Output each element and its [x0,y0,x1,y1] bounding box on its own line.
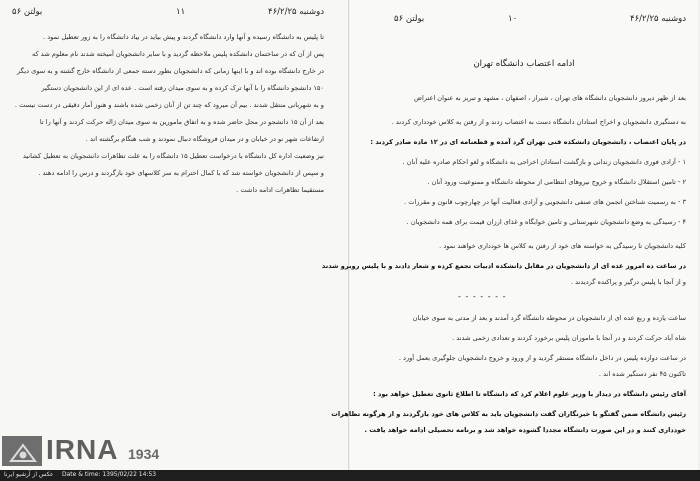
right-line-13: در ساعت دوازده پلیس در داخل دانشگاه مستقر گردید و از ورود و خروج دانشجویان جلوگیری بعمل آورد . [398,354,686,362]
left-page-number: ۱۱ [176,7,186,17]
left-line-2: پس از آن که در ساختمان دانشکده پلیس ملاحظه گردید و با سایر دانشجویان آمیخته شدند نام معلوم شد که [31,50,324,58]
photo-caption-bar [0,470,700,481]
right-page-number: ۱۰ [508,14,518,24]
left-line-4: ۱۵۰ دانشجو دانشگاه را با آنها ترک کرده و به سوی میدان رفته است . عده ای از این دانشجویان دستگیر [41,84,324,92]
irna-emblem-icon [2,436,42,466]
right-line-7: ۴ - رسیدگی به وضع دانشجویان شهرستانی و تامین خوابگاه و غذای ارزان قیمت برای همه دانشجویان . [406,218,686,226]
caption-datetime: Date & time: 1395/02/22 14:53 [62,471,157,478]
left-line-3: در خارج دانشگاه بوده اند و با اینها زمانی که دانشجویان بطور دسته جمعی از دانشگاه خارج گشته و به سوی دیگر [16,67,324,75]
left-line-5: و به شهربانی منتقل شدند . بیم آن میرود که چند تن از آنان زخمی شده باشند و هنوز آمار دقیقی در دست نیست . [14,101,324,109]
left-line-10: مستقیما تظاهرات ادامه داشت . [236,186,324,194]
left-page-date: دوشنبه ۴۶/۲/۲۵ [268,7,324,17]
right-line-11: ساعت یازده و ربع عده ای از دانشجویان در محوطه دانشگاه گرد آمدند و بعد از مدتی به سوی خیابان [412,314,686,322]
left-line-6: بعد از آن ۱۵ دانشجو در محل حاضر شده و به اتفاق مامورین به سوی میدان ژاله حرکت کردند و آنها را تا [39,118,324,126]
right-line-8: کلیه دانشجویان تا رسیدگی به خواسته های خود از رفتن به کلاس ها خودداری خواهند نمود . [439,242,686,250]
right-page-bulletin: بولتن ۵۶ [394,14,425,24]
right-document-page [321,0,698,481]
right-page-date: دوشنبه ۴۶/۲/۲۵ [630,14,686,24]
right-line-15: آقای رئیس دانشگاه در دیدار با وزیر علوم اعلام کرد که دانشگاه تا اطلاع ثانوی تعطیل خواهد بود : [373,390,686,398]
irna-logo-year: 1934 [128,446,160,462]
left-line-7: ارتفاعات شهر نو در خیابان و در میدان فروشگاه دنبال نمودند و شب هنگام برگشته اند . [85,135,324,143]
right-line-1: بعد از ظهر دیروز دانشجویان دانشگاه های تهران ، شیراز ، اصفهان ، مشهد و تبریز به عنوان اعتراض [413,94,686,102]
right-line-12: شاه آباد حرکت کردند و در آنجا با ماموران پلیس برخورد کردند و تعدادی زخمی شدند . [452,334,686,342]
separator-line: - - - - - - - [458,292,507,301]
right-line-9: در ساعت ده امروز عده ای از دانشجویان در مقابل دانشکده ادبیات تجمع کرده و شعار دادند و با پلیس روبرو شدند [321,262,686,270]
left-line-8: نیز وضعیت اداره کل دانشگاه با درخواست تعطیل ۱۵ دانشگاه را به علت تظاهرات دانشجویان به تعطیل کشانید [22,152,324,160]
right-line-16: رئیس دانشگاه ضمن گفتگو با خبرنگاران گفت دانشجویان باید به کلاس های خود بازگردند و از هرگونه تظاهرات [331,410,686,418]
right-line-14: تاکنون ۴۵ نفر دستگیر شده اند . [598,370,686,378]
right-line-5: ۲ - تامین استقلال دانشگاه و خروج نیروهای انتظامی از محوطه دانشگاه و ممنوعیت ورود آنان . [427,178,686,186]
right-line-4: ۱ - آزادی فوری دانشجویان زندانی و بازگشت استادان اخراجی به دانشگاه و لغو احکام صادره علیه آنان . [402,158,686,166]
irna-logo-text: IRNA [46,434,119,465]
caption-archive-text: عکس از آرشیو ایرنا [4,471,54,478]
right-line-10: و از آنجا با پلیس درگیر و پراکنده گردیدند . [570,278,686,286]
left-page-bulletin: بولتن ۵۶ [12,7,43,17]
article-title: ادامه اعتصاب دانشگاه تهران [473,59,575,69]
right-line-2: به دستگیری دانشجویان و اخراج استادان دانشگاه دست به اعتصاب زدند و از رفتن به کلاس خودداری کردند . [391,118,686,126]
left-line-1: تا پلیس به دانشگاه رسیده و آنها وارد دانشگاه گردند و پیش بیاید در بیاد دانشگاه را به زور تعطیل نمود . [43,33,324,41]
right-line-17: خودداری کنند و در این صورت دانشگاه مجددا گشوده خواهد شد و برنامه تحصیلی ادامه خواهد یافت . [364,426,686,434]
right-line-3: در پایان اعتصاب ، دانشجویان دانشکده فنی تهران گرد آمده و قطعنامه ای در ۱۲ ماده صادر کردند : [370,138,686,146]
left-document-page [0,0,349,481]
left-line-9: و سپس از دانشجویان خواسته شد که با کمال احترام به سر کلاسهای خود بازگردند و درس را ادامه دهند . [38,169,324,177]
right-line-6: ۳ - به رسمیت شناختن انجمن های صنفی دانشجویی و آزادی فعالیت آنها در چهارچوب قانون و مقررات . [404,198,686,206]
